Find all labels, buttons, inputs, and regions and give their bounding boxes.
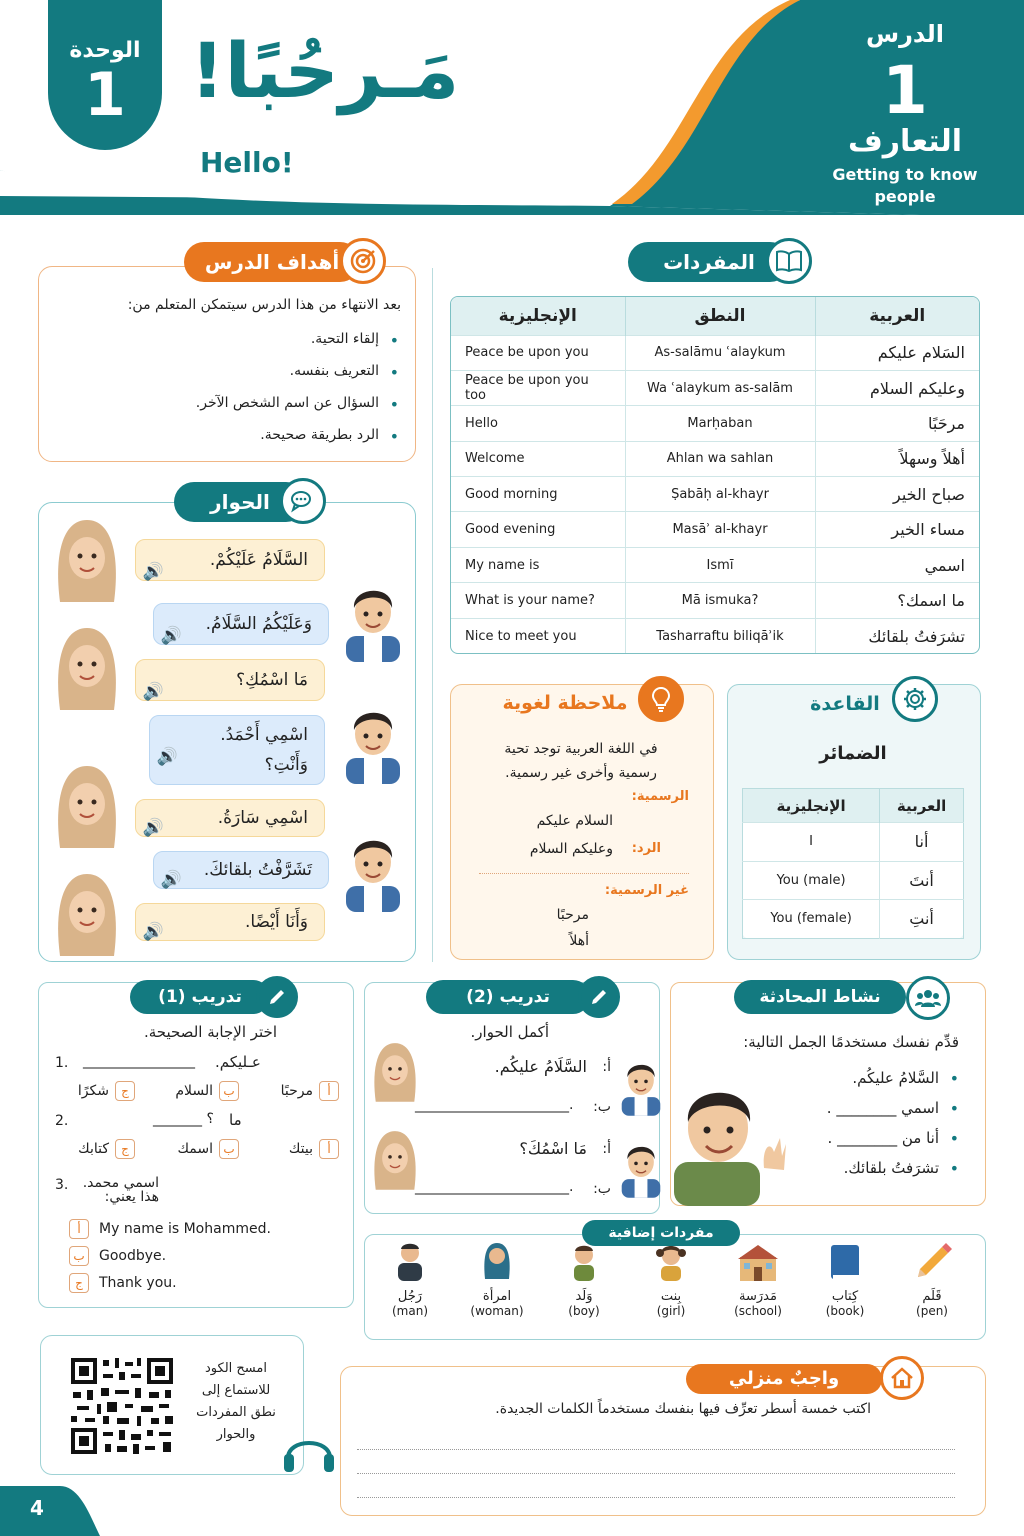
- vocab-row: [451, 512, 979, 547]
- note-divider: [479, 873, 689, 874]
- rule-title: القاعدة: [810, 693, 880, 715]
- boy-avatar: [338, 698, 408, 784]
- reply-label: الرد:: [631, 841, 661, 856]
- speaker-a-label: أ:: [602, 1059, 611, 1075]
- option-letter: أ: [319, 1081, 339, 1101]
- speaker-b-label: ب:: [593, 1181, 611, 1197]
- vocab-table: [450, 296, 980, 654]
- exercise-2-title: تدريب (2): [426, 980, 590, 1014]
- option[interactable]: [69, 1273, 177, 1293]
- option-text: كتابك: [78, 1141, 109, 1157]
- boy-avatar: [338, 576, 408, 662]
- boy-avatar: [338, 826, 408, 912]
- lesson-subtitle: Getting to know people: [832, 165, 978, 206]
- page-title-arabic: مَـرحُبًا!: [190, 26, 460, 115]
- answer-blank: _______ ؟: [153, 1111, 214, 1127]
- grammar-rule-box: [727, 684, 981, 960]
- activity-title: نشاط المحادثة: [734, 980, 906, 1014]
- pronouns-table: [742, 788, 964, 939]
- dialogue-prompt: مَا اسْمُكَ؟: [519, 1139, 587, 1158]
- dialogue-text: اسْمِي سَارَةُ.: [217, 808, 308, 828]
- qr-text: والحوار: [216, 1427, 256, 1442]
- dialogue-text: وَأَنْتِ؟: [264, 755, 308, 775]
- vocab-pronunciation: Marḥaban: [625, 406, 815, 441]
- writing-line[interactable]: [357, 1449, 955, 1450]
- option[interactable]: [69, 1219, 271, 1239]
- option-text: اسمك: [177, 1141, 213, 1157]
- note-text-line: رسمية وأخرى غير رسمية.: [505, 765, 657, 781]
- column-divider: [432, 268, 433, 962]
- writing-line[interactable]: [357, 1497, 955, 1498]
- question-text: ما: [229, 1111, 242, 1129]
- vocab-pronunciation: Mā ismuka?: [625, 583, 815, 618]
- formal-label: الرسمية:: [631, 789, 689, 804]
- vocab-english: Welcome: [451, 441, 625, 476]
- vocab-row: [451, 335, 979, 370]
- page-number: 4: [30, 1496, 44, 1520]
- activity-item: • تشرَفتُ بلقائك.: [844, 1159, 939, 1177]
- qr-instructions: [189, 1358, 283, 1446]
- extra-vocab-english: (girl): [656, 1304, 686, 1318]
- exercise-1-title: تدريب (1): [130, 980, 270, 1014]
- dialogue-text: تَشَرَّفْتُ بلقائكَ.: [203, 860, 312, 880]
- dialogue-title: الحوار: [174, 482, 306, 522]
- extra-vocab-arabic: كِتاب: [831, 1289, 859, 1304]
- qr-code-icon[interactable]: [67, 1354, 177, 1458]
- pronoun-english: I: [743, 823, 880, 862]
- lesson-number: 1: [882, 52, 928, 129]
- extra-vocab-item: [719, 1239, 797, 1318]
- question-number: 3.: [55, 1177, 69, 1193]
- extra-vocab-item: [458, 1239, 536, 1318]
- girl-avatar: [52, 870, 122, 956]
- vocab-row: [451, 547, 979, 582]
- option[interactable]: [289, 1139, 339, 1159]
- book-icon: [766, 238, 812, 284]
- vocab-pronunciation: Ahlan wa sahlan: [625, 441, 815, 476]
- dialogue-text: وَعَلَيْكُمُ السَّلَامُ.: [205, 614, 312, 634]
- option-letter: ب: [219, 1139, 239, 1159]
- pencil-icon: [910, 1239, 954, 1283]
- page-number-tab: [0, 1486, 100, 1536]
- reply-value: وعليكم السلام: [529, 841, 613, 857]
- vocab-pronunciation: Ismī: [625, 547, 815, 582]
- option[interactable]: [69, 1246, 166, 1266]
- dialogue-text: مَا اسْمُكِ؟: [236, 670, 308, 690]
- extra-vocab-item: [371, 1239, 449, 1318]
- extra-vocab-item: [545, 1239, 623, 1318]
- extra-vocab-english: (book): [825, 1304, 865, 1318]
- option[interactable]: [281, 1081, 339, 1101]
- speaker-icon[interactable]: 🔊: [142, 818, 164, 838]
- vocab-english: Good morning: [451, 477, 625, 512]
- goals-intro: بعد الانتهاء من هذا الدرس سيتمكن المتعلم من:: [127, 297, 401, 313]
- presenter-boy-illustration: [670, 1078, 790, 1206]
- extra-vocab-arabic: مَدرَسة: [739, 1289, 777, 1304]
- speaker-icon[interactable]: 🔊: [160, 870, 182, 890]
- speaker-icon[interactable]: 🔊: [142, 682, 164, 702]
- option-letter: ب: [69, 1246, 89, 1266]
- extra-vocab-english: (man): [391, 1304, 428, 1318]
- pencil-icon: [578, 976, 620, 1018]
- vocab-arabic: ما اسمك؟: [815, 583, 979, 618]
- girl-avatar: [370, 1128, 420, 1190]
- col-header-english: الإنجليزية: [451, 297, 625, 335]
- goal-item: • الرد بطريقة صحيحة.: [260, 427, 379, 443]
- writing-line[interactable]: [357, 1473, 955, 1474]
- option-letter: ج: [115, 1081, 135, 1101]
- dialogue-line: [153, 851, 329, 889]
- qr-text: للاستماع إلى: [201, 1383, 271, 1398]
- speaker-a-label: أ:: [602, 1141, 611, 1157]
- language-note-box: [450, 684, 714, 960]
- vocab-arabic: صباح الخير: [815, 477, 979, 512]
- option-text: السلام: [175, 1083, 213, 1099]
- qr-text: نطق المفردات: [196, 1405, 276, 1420]
- extra-vocab-item: [806, 1239, 884, 1318]
- qr-text: امسح الكود: [205, 1361, 267, 1376]
- dialogue-line: [149, 715, 325, 785]
- man-icon: [388, 1239, 432, 1283]
- headphones-icon: [282, 1424, 336, 1474]
- vocab-title: المفردات: [628, 242, 790, 282]
- note-text-line: في اللغة العربية توجد تحية: [504, 741, 658, 757]
- pronoun-arabic: أنتَ: [880, 861, 964, 900]
- speaker-b-label: ب:: [593, 1099, 611, 1115]
- pronoun-english: You (female): [743, 900, 880, 939]
- speaker-icon[interactable]: 🔊: [142, 922, 164, 942]
- vocab-row: [451, 441, 979, 476]
- informal-value: مرحبًا: [556, 907, 589, 923]
- question-line: اسمي محمد.: [82, 1175, 159, 1191]
- vocab-english: Hello: [451, 406, 625, 441]
- option-text: مرحبًا: [280, 1083, 313, 1099]
- extra-vocab-english: (school): [734, 1304, 782, 1318]
- activity-item: • اسمي ________ .: [827, 1099, 939, 1117]
- activity-item: • أنا من ________ .: [828, 1129, 939, 1147]
- activity-instruction: قدِّم نفسك مستخدمًا الجمل التالية:: [743, 1033, 959, 1051]
- activity-item: • السَّلامُ عليكُم.: [852, 1069, 939, 1087]
- exercise-1-instruction: اختر الإجابة الصحيحة.: [143, 1023, 277, 1041]
- vocab-row: [451, 406, 979, 441]
- question-number: 1.: [55, 1055, 69, 1071]
- pronoun-row: [743, 823, 964, 862]
- option-letter: أ: [319, 1139, 339, 1159]
- dialogue-line: [135, 903, 325, 941]
- target-icon: [340, 238, 386, 284]
- lesson-title: التعارف: [847, 124, 963, 159]
- dialogue-line: [135, 539, 325, 581]
- pencil-icon: [256, 976, 298, 1018]
- extra-vocab-english: (pen): [916, 1304, 948, 1318]
- option-letter: ج: [69, 1273, 89, 1293]
- dialogue-prompt: السَّلَامُ عليكُم.: [494, 1057, 587, 1076]
- girl-avatar: [52, 624, 122, 710]
- vocab-english: Peace be upon you too: [451, 370, 625, 405]
- informal-value: أهلاً: [569, 933, 589, 949]
- dialogue-line: [135, 659, 325, 701]
- option-letter: ج: [115, 1139, 135, 1159]
- goals-title: أهداف الدرس: [184, 242, 360, 282]
- vocab-arabic: وعليكم السلام: [815, 370, 979, 405]
- boy-avatar: [616, 1136, 666, 1198]
- extra-vocab-box: [364, 1234, 986, 1340]
- col-header-english: الإنجليزية: [743, 789, 880, 823]
- col-header-arabic: العربية: [815, 297, 979, 335]
- girl-avatar: [52, 516, 122, 602]
- dialogue-text: اسْمِي أَحْمَدُ.: [220, 725, 308, 745]
- extra-vocab-arabic: وَلَد: [575, 1289, 593, 1304]
- question-text: عـليكم.: [215, 1053, 261, 1071]
- vocab-pronunciation: Wa ʿalaykum as-salām: [625, 370, 815, 405]
- school-icon: [736, 1239, 780, 1283]
- vocab-arabic: السَلام عليكم: [815, 335, 979, 370]
- option[interactable]: [175, 1081, 239, 1101]
- goals-box: [38, 266, 416, 462]
- extra-vocab-item: [893, 1239, 971, 1318]
- extra-vocab-arabic: رَجُل: [397, 1289, 423, 1304]
- homework-instruction: اكتب خمسة أسطر تعرِّف فيها بنفسك مستخدماً الكلمات الجديدة.: [495, 1401, 871, 1417]
- dialogue-line: [153, 603, 329, 645]
- extra-vocab-item: [632, 1239, 710, 1318]
- option-text: My name is Mohammed.: [99, 1221, 271, 1237]
- boy-avatar: [616, 1054, 666, 1116]
- unit-badge: [48, 0, 162, 150]
- note-title: ملاحظة لغوية: [502, 692, 628, 714]
- vocab-arabic: تشرَفتُ بلقائك: [815, 618, 979, 653]
- speaker-icon[interactable]: 🔊: [156, 747, 178, 767]
- lightbulb-icon: [638, 676, 684, 722]
- speaker-icon[interactable]: 🔊: [142, 562, 164, 582]
- option[interactable]: [177, 1139, 239, 1159]
- group-icon: [906, 976, 950, 1020]
- lesson-label: الدرس: [865, 20, 945, 48]
- note-text: [463, 737, 699, 785]
- book-icon: [823, 1239, 867, 1283]
- question-number: 2.: [55, 1113, 69, 1129]
- vocab-row: [451, 477, 979, 512]
- qr-box: [40, 1335, 304, 1475]
- extra-vocab-arabic: قَلَم: [922, 1289, 942, 1304]
- answer-blank[interactable]: ______________________.: [415, 1097, 574, 1113]
- goal-item: • التعريف بنفسه.: [290, 363, 379, 379]
- extra-vocab-arabic: امرأة: [482, 1289, 512, 1304]
- answer-blank[interactable]: ______________________.: [415, 1179, 574, 1195]
- goal-item: • السؤال عن اسم الشخص الآخر.: [196, 395, 379, 411]
- formal-value: السلام عليكم: [536, 813, 613, 829]
- girl-avatar: [370, 1040, 420, 1102]
- option-letter: ب: [219, 1081, 239, 1101]
- option-letter: أ: [69, 1219, 89, 1239]
- extra-vocab-english: (boy): [568, 1304, 600, 1318]
- pronoun-row: [743, 900, 964, 939]
- vocab-row: [451, 370, 979, 405]
- pronoun-row: [743, 861, 964, 900]
- option[interactable]: [78, 1081, 135, 1101]
- home-icon: [880, 1356, 924, 1400]
- extra-vocab-arabic: بِنت: [660, 1289, 682, 1304]
- dialogue-text: السَّلَامُ عَلَيْكُمْ.: [209, 550, 308, 570]
- vocab-english: My name is: [451, 547, 625, 582]
- vocab-pronunciation: As-salāmu ʿalaykum: [625, 335, 815, 370]
- unit-label: الوحدة: [69, 38, 141, 63]
- vocab-pronunciation: Ṣabāḥ al-khayr: [625, 477, 815, 512]
- informal-label: غير الرسمية:: [604, 883, 689, 898]
- speaker-icon[interactable]: 🔊: [160, 626, 182, 646]
- girl-avatar: [52, 762, 122, 848]
- option-text: Thank you.: [99, 1275, 177, 1291]
- pronoun-english: You (male): [743, 861, 880, 900]
- page-title-english: Hello!: [200, 146, 294, 179]
- dialogue-line: [135, 799, 325, 837]
- exercise-1-box: [38, 982, 354, 1308]
- option-text: بيتك: [288, 1141, 313, 1157]
- vocab-english: Peace be upon you: [451, 335, 625, 370]
- question-line: هذا يعني:: [104, 1189, 159, 1205]
- vocab-arabic: اسمي: [815, 547, 979, 582]
- col-header-arabic: العربية: [880, 789, 964, 823]
- option-text: Goodbye.: [99, 1248, 167, 1264]
- vocab-english: Nice to meet you: [451, 618, 625, 653]
- extra-vocab-title: مفردات إضافية: [582, 1220, 740, 1246]
- vocab-english: Good evening: [451, 512, 625, 547]
- exercise-2-instruction: أكمل الحوار.: [470, 1023, 549, 1041]
- unit-number: 1: [84, 60, 126, 130]
- vocab-row: [451, 583, 979, 618]
- option[interactable]: [78, 1139, 135, 1159]
- answer-blank: ________________: [83, 1053, 195, 1069]
- vocab-pronunciation: Tasharraftu biliqāʾik: [625, 618, 815, 653]
- option-text: شكرًا: [77, 1083, 109, 1099]
- pronoun-arabic: أنا: [880, 823, 964, 862]
- dialogue-text: وَأَنَا أَيْضًا.: [244, 912, 308, 932]
- vocab-row: [451, 618, 979, 653]
- chat-icon: [280, 478, 326, 524]
- goal-item: • إلقاء التحية.: [311, 331, 379, 347]
- vocab-english: What is your name?: [451, 583, 625, 618]
- vocab-arabic: أهلاً وسهلاً: [815, 441, 979, 476]
- extra-vocab-english: (woman): [470, 1304, 524, 1318]
- vocab-arabic: مساء الخير: [815, 512, 979, 547]
- vocab-pronunciation: Masāʾ al-khayr: [625, 512, 815, 547]
- pronoun-arabic: أنتِ: [880, 900, 964, 939]
- homework-title: واجبٌ منزلي: [686, 1364, 882, 1394]
- woman-icon: [475, 1239, 519, 1283]
- col-header-pronunciation: النطق: [625, 297, 815, 335]
- rule-subtitle: الضمائر: [819, 743, 887, 764]
- question-text: [79, 1175, 159, 1205]
- gear-icon: [892, 676, 938, 722]
- vocab-arabic: مرحَبًا: [815, 406, 979, 441]
